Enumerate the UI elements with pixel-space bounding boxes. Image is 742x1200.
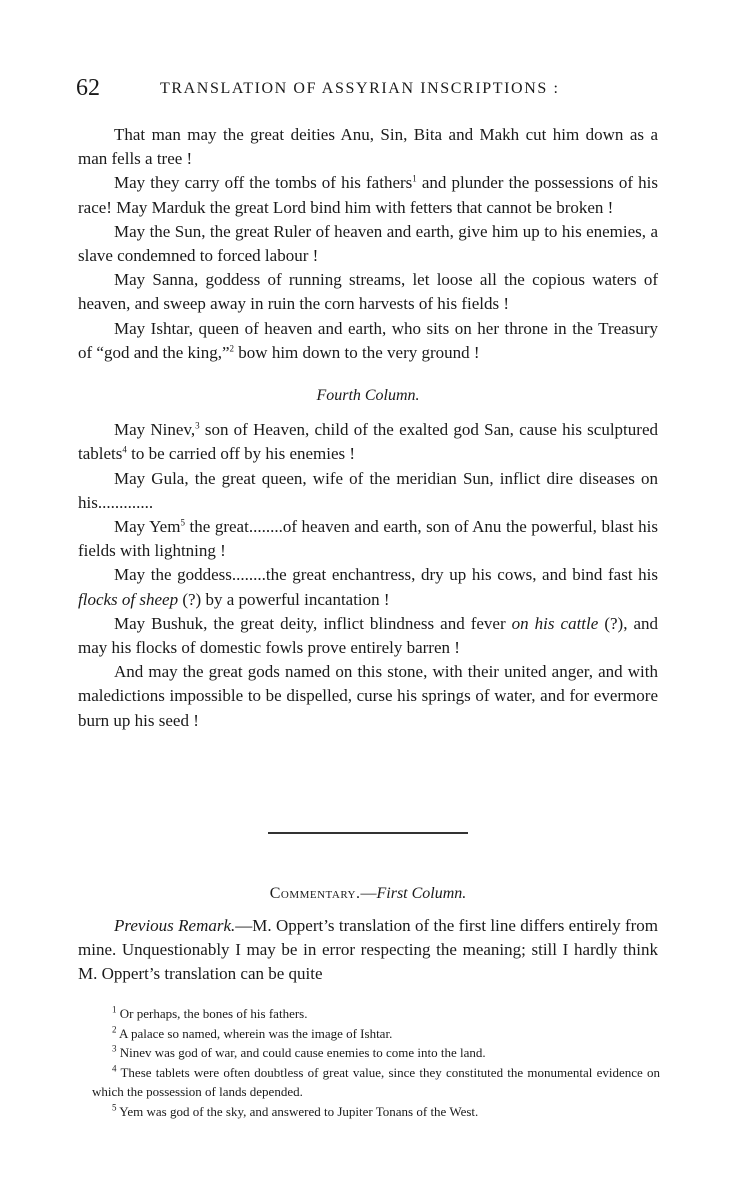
paragraph-text: (?), and may his flocks of domestic fowls prove entirely barren ! (78, 613, 659, 658)
paragraph-text: May the Sun, the great Ruler of heaven and earth, give him up to his enemies, a slave condemned to forced labour ! (78, 221, 658, 266)
remark-label: Previous Remark. (114, 916, 236, 935)
footnote-ref: 5 (180, 517, 185, 528)
remark-text: —M. Oppert’s translation of the first line differs entirely from mine. Unquestionably I may be in error respecting the meaning; still I hardly think M. Oppert’s translation can be quite (78, 916, 658, 983)
footnote-mark: 2 (112, 1024, 117, 1035)
paragraph (78, 171, 658, 219)
footnote-ref: 3 (195, 420, 200, 431)
footnote (92, 1063, 660, 1102)
running-title: TRANSLATION OF ASSYRIAN INSCRIPTIONS : (160, 80, 560, 97)
page-number: 62 (76, 75, 100, 101)
paragraph-text: May Ishtar, queen of heaven and earth, who sits on her throne in the Treasury of “god and the king,” (78, 318, 658, 362)
footnote (92, 1004, 660, 1024)
paragraph-text: son of Heaven, child of the exalted god San, cause his sculptured tablets (78, 420, 658, 464)
paragraph-text: to be carried off by his enemies ! (126, 444, 356, 464)
footnote-mark: 1 (112, 1004, 117, 1015)
paragraph-text: May Gula, the great queen, wife of the meridian Sun, inflict dire diseases on his............. (78, 468, 658, 512)
footnote (92, 1024, 660, 1044)
paragraph-text: May the goddess........the great enchantress, dry up his cows, and bind fast his (114, 565, 658, 585)
paragraph (78, 268, 658, 316)
footnotes (92, 1004, 660, 1122)
paragraph (78, 612, 658, 660)
footnote-mark: 4 (112, 1063, 117, 1074)
paragraph (78, 418, 658, 466)
footnote-mark: 3 (112, 1043, 117, 1054)
italic-text: on his cattle (511, 613, 599, 633)
paragraph-text: May they carry off the tombs of his fathers (114, 173, 413, 193)
paragraph (78, 220, 658, 268)
footnote-ref: 1 (412, 173, 417, 184)
paragraph-text: And may the great gods named on this stone, with their united anger, and with maledictions impossible to be dispelled, curse his springs of water, and for evermore burn up his seed ! (78, 662, 658, 730)
paragraph-text: May Ninev, (114, 420, 196, 440)
paragraph-text: and plunder the possessions of his race! May Marduk the great Lord bind him with fetters that cannot be broken ! (78, 173, 658, 217)
footnote-text: Or perhaps, the bones of his fathers. (119, 1006, 308, 1021)
commentary-section (78, 882, 658, 986)
commentary-heading-caps: Commentary. (269, 885, 361, 902)
footnote-ref: 4 (122, 444, 127, 455)
paragraph-text: bow him down to the very ground ! (234, 342, 480, 362)
italic-text: flocks of sheep (78, 589, 179, 609)
footnote-text: Yem was god of the sky, and answered to Jupiter Tonans of the West. (119, 1103, 479, 1119)
paragraph-text: May Yem (114, 517, 181, 537)
footnote-text: A palace so named, wherein was the image of Ishtar. (119, 1025, 393, 1041)
column-heading: Fourth Column. (316, 387, 420, 405)
commentary-paragraph (78, 914, 658, 986)
paragraph-text: That man may the great deities Anu, Sin, Bita and Makh cut him down as a man fells a tree ! (78, 125, 658, 169)
paragraph (78, 660, 658, 733)
paragraph (78, 317, 658, 365)
footnote (92, 1102, 660, 1122)
section-divider (268, 832, 468, 834)
paragraph (78, 467, 658, 515)
footnote-mark: 5 (112, 1102, 117, 1113)
footnote (92, 1043, 660, 1063)
paragraph-text: May Sanna, goddess of running streams, let loose all the copious waters of heaven, and sweep away in ruin the corn harvests of his fields ! (78, 270, 658, 314)
paragraph (78, 515, 658, 563)
paragraph (78, 563, 658, 611)
commentary-heading-italic: First Column. (376, 885, 467, 902)
paragraph-text: (?) by a powerful incantation ! (178, 589, 390, 609)
paragraph-text: the great........of heaven and earth, son of Anu the powerful, blast his fields with lightning ! (78, 517, 659, 561)
footnote-text: These tablets were often doubtless of great value, since they constituted the monumental evidence on which the possession of lands depended. (92, 1064, 660, 1100)
footnote-ref: 2 (229, 343, 235, 354)
commentary-heading (78, 882, 658, 906)
main-text (78, 123, 658, 733)
paragraph (78, 123, 658, 171)
commentary-heading-dash: — (360, 885, 377, 902)
running-head (76, 74, 666, 102)
footnote-text: Ninev was god of war, and could cause enemies to come into the land. (119, 1045, 486, 1061)
paragraph-text: May Bushuk, the great deity, inflict blindness and fever (114, 613, 512, 633)
